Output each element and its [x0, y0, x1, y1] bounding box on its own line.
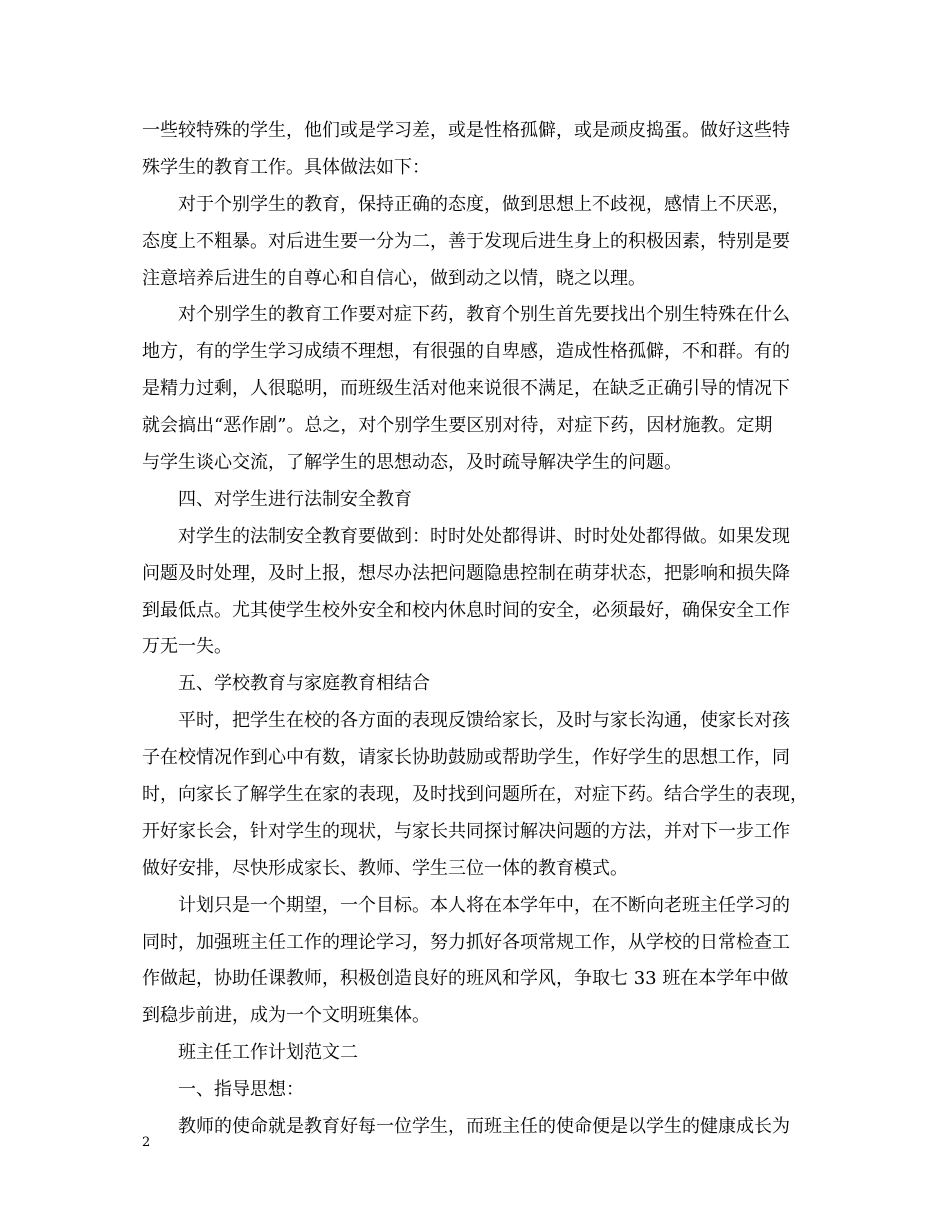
text-line: 计划只是一个期望，一个目标。本人将在本学年中，在不断向老班主任学习的: [178, 894, 790, 916]
text-line: 时，向家长了解学生在家的表现，及时找到问题所在，对症下药。结合学生的表现，: [142, 784, 808, 806]
text-line: 对学生的法制安全教育要做到：时时处处都得讲、时时处处都得做。如果发现: [178, 525, 790, 547]
text-line: 作做起，协助任课教师，积极创造良好的班风和学风，争取七 33 班在本学年中做: [142, 968, 789, 990]
text-line: 是精力过剩，人很聪明，而班级生活对他来说很不满足，在缺乏正确引导的情况下: [142, 378, 790, 400]
page-number: 2: [142, 1135, 151, 1150]
text-line: 一些较特殊的学生，他们或是学习差，或是性格孤僻，或是顽皮捣蛋。做好这些特: [142, 120, 790, 141]
text-line: 就会搞出“恶作剧”。总之，对个别学生要区别对待，对症下药，因材施教。定期: [142, 415, 773, 437]
text-line: 到稳步前进，成为一个文明班集体。: [142, 1005, 430, 1027]
text-line: 态度上不粗暴。对后进生要一分为二，善于发现后进生身上的积极因素，特别是要: [142, 230, 790, 252]
text-line: 教师的使命就是教育好每一位学生，而班主任的使命便是以学生的健康成长为: [178, 1116, 790, 1138]
text-line: 对于个别学生的教育，保持正确的态度，做到思想上不歧视，感情上不厌恶，: [178, 193, 790, 215]
document-body: [142, 113, 812, 1146]
text-line: 四、对学生进行法制安全教育: [178, 488, 412, 510]
text-line: 问题及时处理，及时上报，想尽办法把问题隐患控制在萌芽状态，把影响和损失降: [142, 562, 790, 584]
text-line: 一、指导思想：: [178, 1079, 304, 1101]
text-line: 平时，把学生在校的各方面的表现反馈给家长，及时与家长沟通，使家长对孩: [178, 710, 790, 732]
text-line: 殊学生的教育工作。具体做法如下：: [142, 156, 430, 178]
text-line: 到最低点。尤其使学生校外安全和校内休息时间的安全，必须最好，确保安全工作: [142, 599, 790, 621]
text-line: 万无一失。: [142, 636, 232, 658]
text-line: 子在校情况作到心中有数，请家长协助鼓励或帮助学生，作好学生的思想工作，同: [142, 747, 790, 769]
text-line: 开好家长会，针对学生的现状，与家长共同探讨解决问题的方法，并对下一步工作: [142, 820, 790, 842]
text-line: 同时，加强班主任工作的理论学习，努力抓好各项常规工作，从学校的日常检查工: [142, 931, 790, 953]
text-line: 对个别学生的教育工作要对症下药，教育个别生首先要找出个别生特殊在什么: [178, 304, 790, 326]
text-line: 注意培养后进生的自尊心和自信心，做到动之以情，晓之以理。: [142, 267, 646, 289]
text-line: 与学生谈心交流，了解学生的思想动态，及时疏导解决学生的问题。: [142, 452, 682, 474]
text-line: 做好安排，尽快形成家长、教师、学生三位一体的教育模式。: [142, 857, 628, 879]
text-line: 地方，有的学生学习成绩不理想，有很强的自卑感，造成性格孤僻，不和群。有的: [142, 341, 790, 363]
text-line: 班主任工作计划范文二: [178, 1042, 358, 1064]
text-line: 五、学校教育与家庭教育相结合: [178, 673, 430, 695]
